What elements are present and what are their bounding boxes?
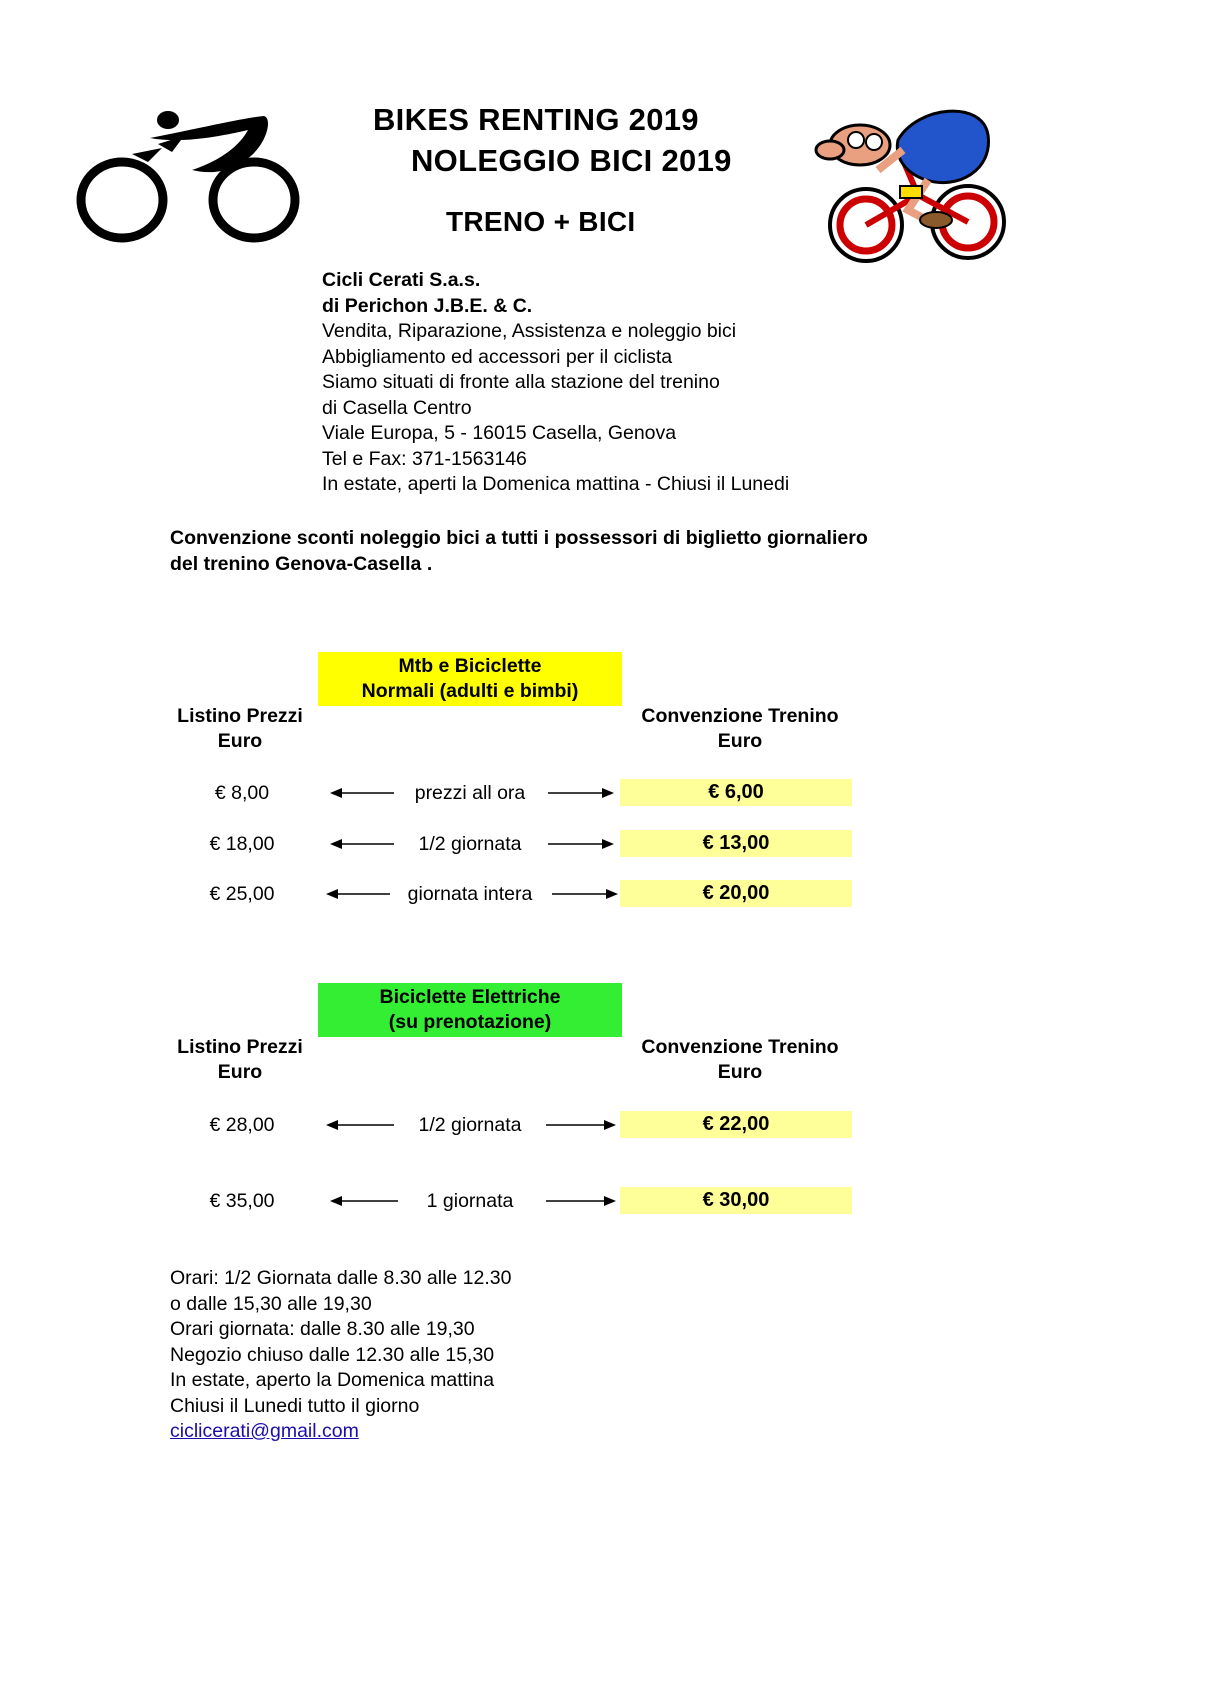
company-opening: In estate, aperti la Domenica mattina - Chiusi il Lunedi (322, 473, 790, 495)
train-price: € 30,00 (620, 1187, 852, 1214)
arrow-right-icon (552, 887, 618, 901)
convention-line1: Convenzione sconti noleggio bici a tutti i possessori di biglietto giornaliero (170, 527, 868, 549)
list-header-line2: Euro (217, 730, 263, 752)
company-line: Siamo situati di fronte alla stazione del trenino (322, 371, 720, 393)
train-price: € 22,00 (620, 1111, 852, 1138)
company-owner: di Perichon J.B.E. & C. (322, 294, 533, 317)
hours-line: In estate, aperto la Domenica mattina (170, 1369, 495, 1391)
ebike-box-line1: Biciclette Elettriche (379, 986, 561, 1008)
list-header-line1: Listino Prezzi (177, 705, 303, 727)
title-line2: NOLEGGIO BICI 2019 (411, 143, 732, 178)
arrow-right-icon (546, 1194, 616, 1208)
train-header-line1: Convenzione Trenino (641, 1036, 839, 1058)
duration-label: giornata intera (407, 883, 533, 905)
train-price: € 20,00 (620, 880, 852, 907)
list-price: € 8,00 (214, 782, 270, 804)
list-price: € 28,00 (209, 1114, 275, 1136)
company-line: di Casella Centro (322, 396, 472, 419)
duration-label: 1 giornata (426, 1190, 514, 1212)
mtb-box-line1: Mtb e Biciclette (398, 655, 542, 677)
company-block (322, 268, 789, 498)
cartoon-cyclist-icon (808, 100, 1018, 270)
company-line: Vendita, Riparazione, Assistenza e noleggio bici (322, 320, 737, 342)
ebike-train-header (620, 1035, 860, 1085)
arrow-left-icon (326, 887, 392, 901)
company-line: Abbigliamento ed accessori per il ciclista (322, 345, 673, 368)
duration-label: prezzi all ora (414, 782, 526, 804)
arrow-left-icon (330, 786, 396, 800)
list-header-line2: Euro (217, 1061, 263, 1083)
train-header-line2: Euro (717, 730, 763, 752)
train-price: € 6,00 (620, 779, 852, 806)
ebike-box-line2: (su prenotazione) (388, 1011, 552, 1033)
cyclist-silhouette-icon (72, 100, 308, 250)
mtb-list-header (160, 704, 320, 754)
company-phone: Tel e Fax: 371-1563146 (322, 447, 527, 470)
list-price: € 25,00 (209, 883, 275, 905)
list-price: € 35,00 (209, 1190, 275, 1212)
arrow-left-icon (330, 837, 396, 851)
mtb-train-header (620, 704, 860, 754)
company-address: Viale Europa, 5 - 16015 Casella, Genova (322, 422, 677, 444)
train-header-line1: Convenzione Trenino (641, 705, 839, 727)
hours-line: Negozio chiuso dalle 12.30 alle 15,30 (170, 1343, 495, 1366)
mtb-category-box (318, 652, 622, 706)
arrow-right-icon (546, 1118, 616, 1132)
subtitle: TRENO + BICI (446, 206, 636, 237)
hours-line: Chiusi il Lunedi tutto il giorno (170, 1394, 420, 1417)
arrow-right-icon (548, 786, 614, 800)
arrow-left-icon (330, 1194, 400, 1208)
hours-line: o dalle 15,30 alle 19,30 (170, 1292, 372, 1315)
arrow-left-icon (326, 1118, 396, 1132)
train-price: € 13,00 (620, 830, 852, 857)
train-header-line2: Euro (717, 1061, 763, 1083)
arrow-right-icon (548, 837, 614, 851)
company-name: Cicli Cerati S.a.s. (322, 269, 481, 291)
ebike-category-box (318, 983, 622, 1037)
duration-label: 1/2 giornata (418, 1114, 522, 1136)
duration-label: 1/2 giornata (418, 833, 522, 855)
convention-line2: del trenino Genova-Casella . (170, 552, 433, 575)
title-line1: BIKES RENTING 2019 (373, 102, 699, 137)
ebike-list-header (160, 1035, 320, 1085)
list-header-line1: Listino Prezzi (177, 1036, 303, 1058)
hours-line: Orari: 1/2 Giornata dalle 8.30 alle 12.30 (170, 1267, 512, 1289)
hours-block (170, 1266, 511, 1445)
email-link[interactable]: ciclicerati@gmail.com (170, 1420, 359, 1442)
list-price: € 18,00 (209, 833, 275, 855)
mtb-box-line2: Normali (adulti e bimbi) (361, 680, 579, 702)
hours-line: Orari giornata: dalle 8.30 alle 19,30 (170, 1318, 475, 1340)
convention-text (170, 526, 868, 577)
